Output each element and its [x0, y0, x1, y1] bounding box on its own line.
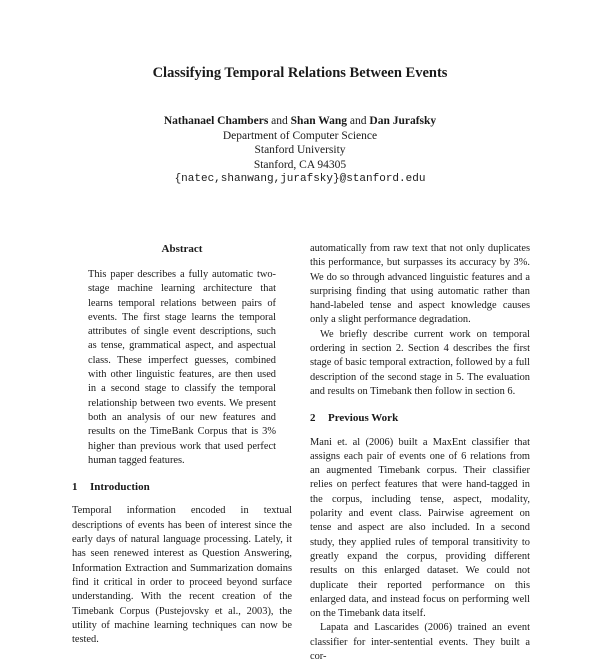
author-names [0, 114, 600, 129]
section-title: Previous Work [328, 412, 399, 425]
abstract-heading: Abstract [161, 243, 203, 255]
affiliation-department: Department of Computer Science [222, 129, 378, 142]
section-title: Introduction [90, 481, 150, 494]
introduction-continued-paragraph: automatically from raw text that not only duplicates this performance, but surpasses its accuracy by 3%. We do so through advanced linguistic features and a surprising finding that using automatic rather than hand-labeled tense and aspect knowledge causes only a slight performance degradation. [310, 243, 530, 326]
abstract-text: This paper describes a fully automatic two-stage machine learning architecture that learns temporal relations between pairs of events. The first stage learns the temporal attributes of single event descriptions, such as tense, grammatical aspect, and aspectual class. These imperfect guesses, combined with other linguistic features, are then used in a second stage to classify the temporal relationship between two events. We present both an analysis of our new features and results on the TimeBank Corpus that is 3% higher than previous work that used perfect human tagged features. [88, 269, 276, 466]
author-name: Shan Wang [290, 115, 348, 127]
section-heading-introduction [72, 480, 292, 494]
affiliation-university: Stanford University [254, 144, 346, 156]
section-number: 2 [310, 412, 316, 425]
introduction-paragraph: Temporal information encoded in textual descriptions of events has been of interest since the early days of natural language processing. Lately, it has seen renewed interest as Question Answering, Information Extraction and Summarization domains find it critical in order to proceed beyond surface understanding. With the recent creation of the Timebank Corpus (Pustejovsky et al., 2003), the utility of machine learning techniques can now be tested. [72, 505, 292, 646]
author-separator: and [349, 115, 367, 127]
paper-title: Classifying Temporal Relations Between Events [152, 65, 448, 81]
author-name: Dan Jurafsky [369, 115, 437, 127]
previous-work-paragraph: Mani et. al (2006) built a MaxEnt classifier that assigns each pair of events one of 6 relations from an augmented Timebank corpus. Their classifier relies on perfect features that were hand-tagged in the corpus, including tense, aspect, modality, polarity and event class. Pairwise agreement on tense and aspect are also included. In a second study, they applied rules of temporal transitivity to greatly expand the corpus, providing different results on this enlarged dataset. We could not duplicate their reported performance on this enlarged data, and instead focus on performing well on the Timebank data itself. [310, 436, 530, 620]
author-emails: {natec,shanwang,jurafsky}@stanford.edu [174, 173, 426, 185]
author-name: Nathanael Chambers [163, 115, 269, 127]
affiliation-location: Stanford, CA 94305 [253, 158, 347, 171]
section-number: 1 [72, 481, 78, 494]
previous-work-paragraph-2: Lapata and Lascarides (2006) trained an event classifier for inter-sentential events. They built a cor- [310, 622, 530, 663]
section-heading-previous-work [310, 411, 530, 425]
right-column [310, 242, 530, 664]
author-block [0, 114, 600, 187]
author-separator: and [271, 115, 288, 127]
left-column [72, 242, 292, 647]
introduction-outline-paragraph: We briefly describe current work on temporal ordering in section 2. Section 4 describes the first stage of basic temporal extraction, followed by a full description of the second stage in 5. The evaluation and results on Timebank then follow in section 6. [310, 328, 530, 397]
